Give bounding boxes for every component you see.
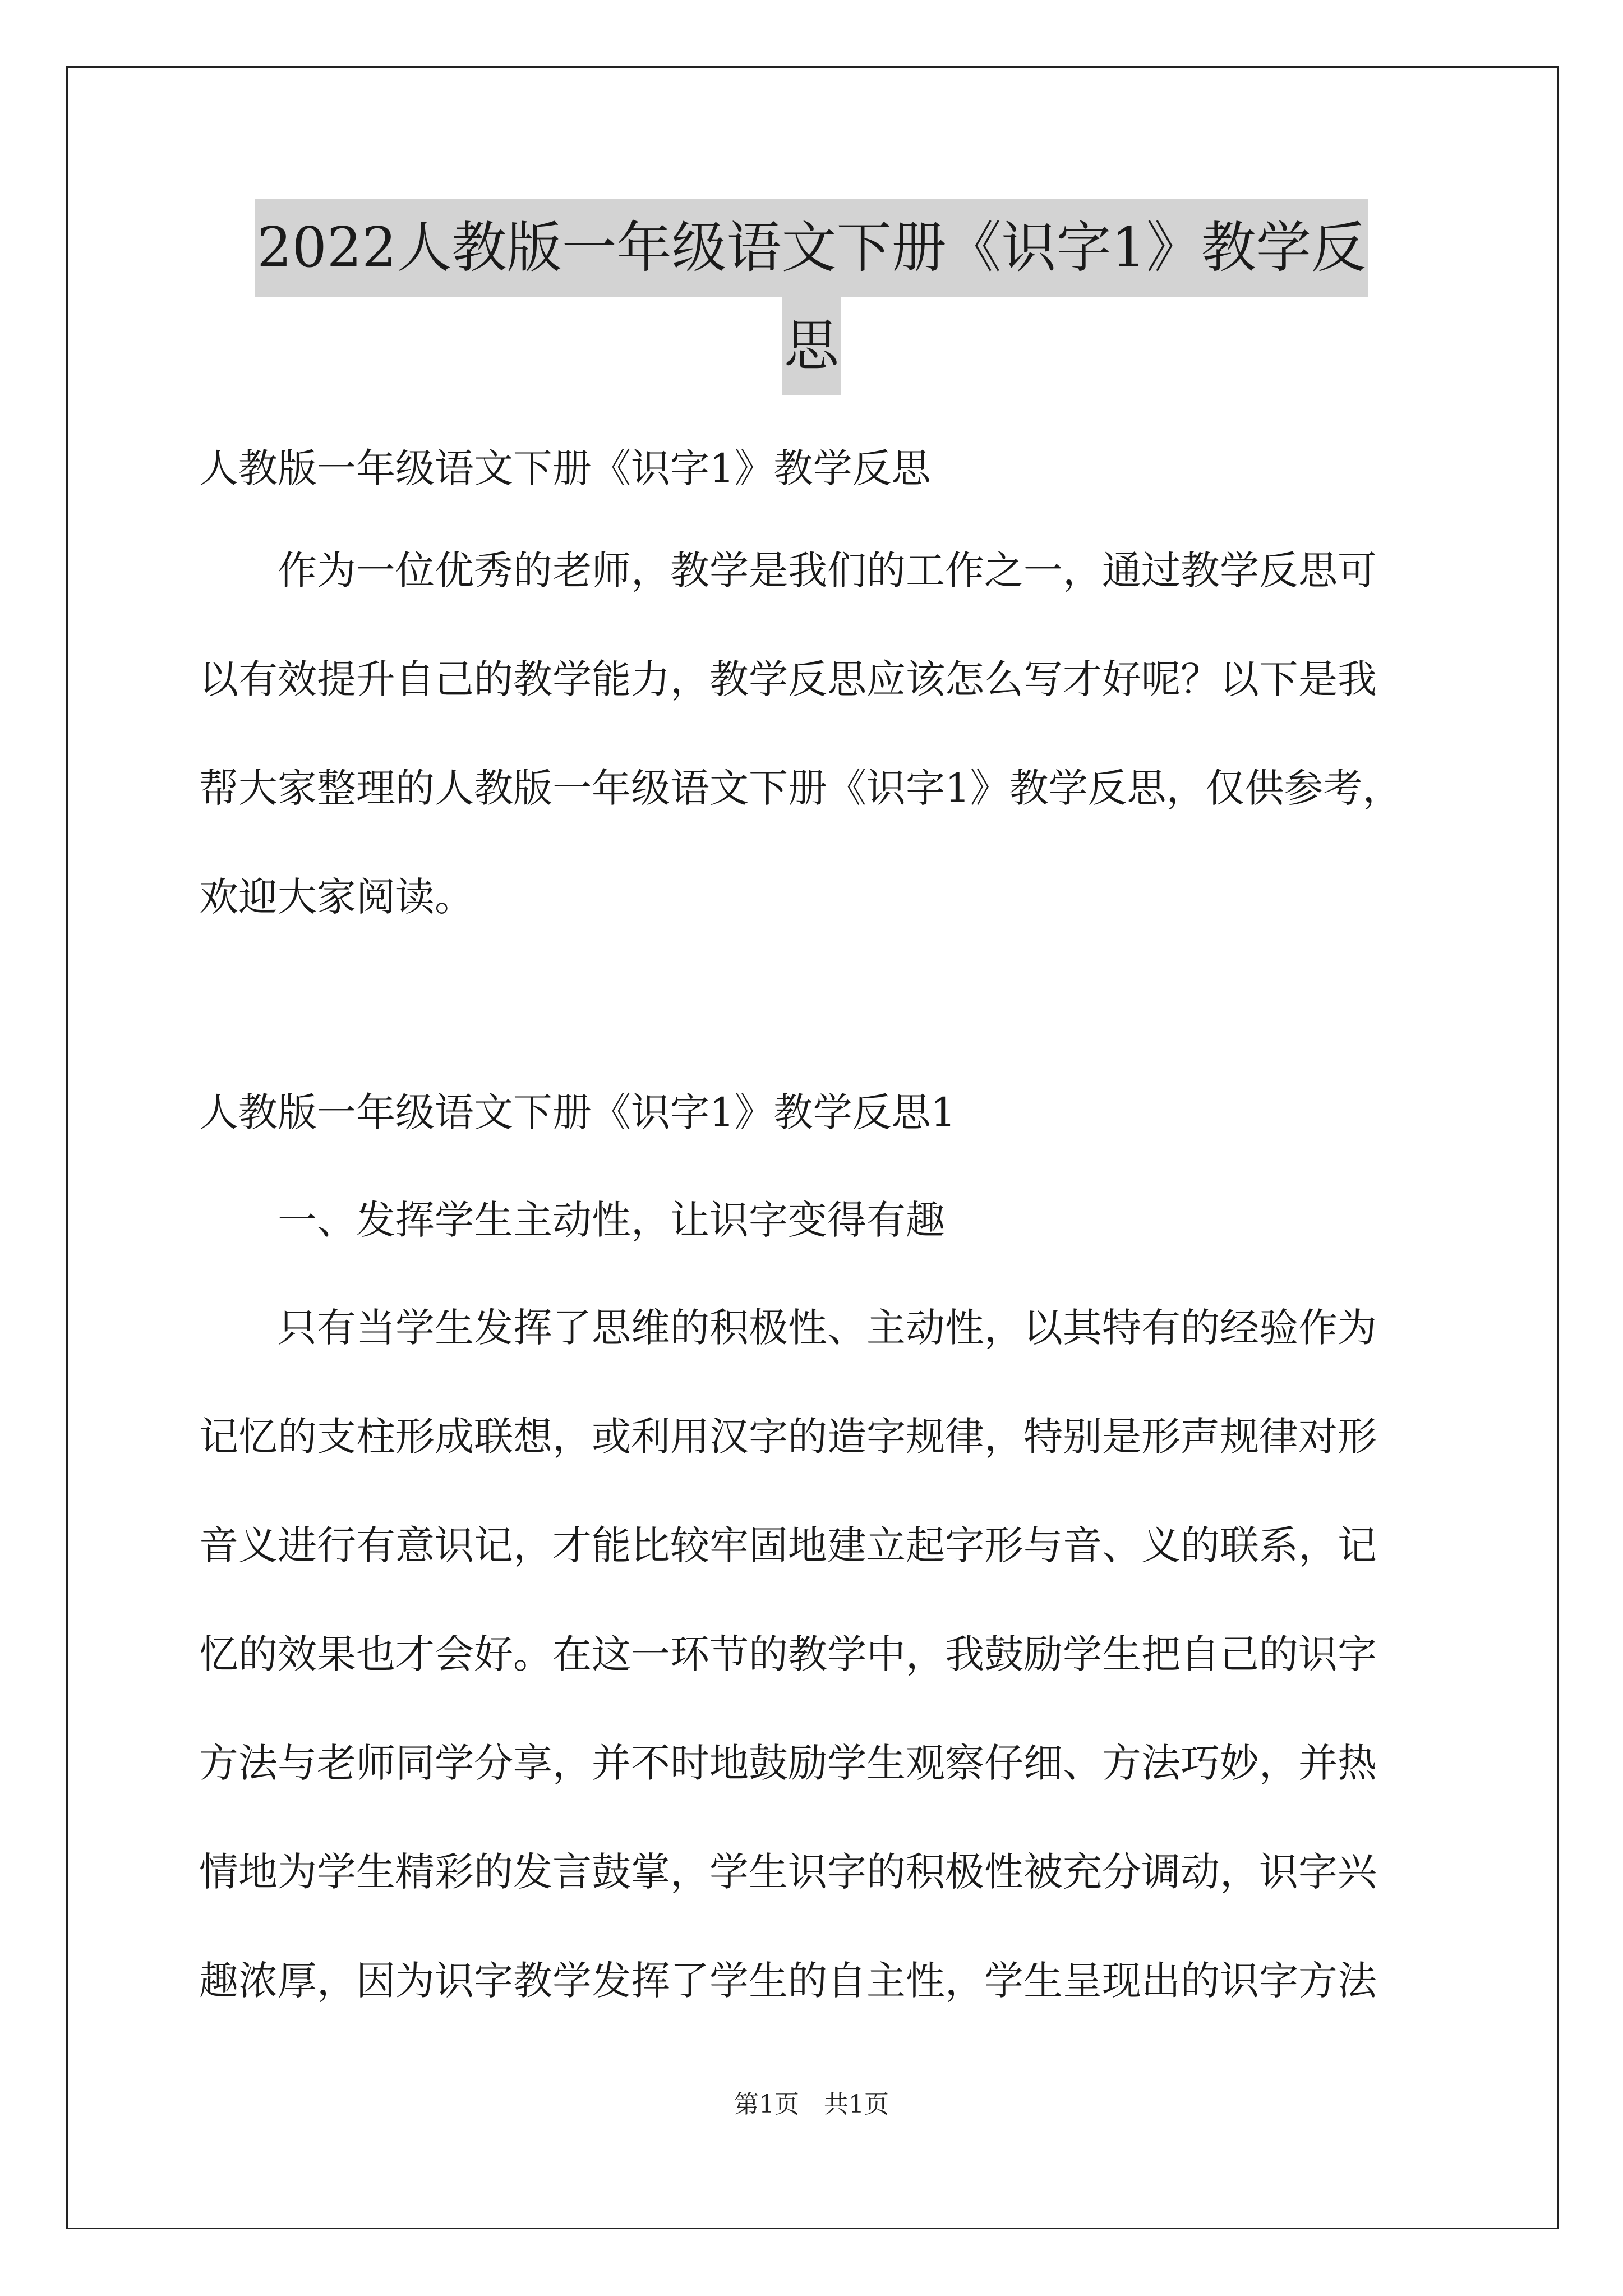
- body-line-2: 记忆的支柱形成联想，或利用汉字的造字规律，特别是形声规律对形: [199, 1414, 1377, 1460]
- section-heading: 人教版一年级语文下册《识字1》教学反思1: [199, 1089, 956, 1135]
- document-title: [168, 199, 1455, 395]
- intro-line-1: 作为一位优秀的老师，教学是我们的工作之一，通过教学反思可: [278, 547, 1377, 593]
- document-heading: 人教版一年级语文下册《识字1》教学反思: [199, 445, 931, 491]
- intro-line-2: 以有效提升自己的教学能力，教学反思应该怎么写才好呢？以下是我: [199, 656, 1377, 702]
- intro-line-3: 帮大家整理的人教版一年级语文下册《识字1》教学反思，仅供参考，: [199, 765, 1402, 811]
- body-line-1: 只有当学生发挥了思维的积极性、主动性，以其特有的经验作为: [278, 1305, 1377, 1351]
- body-line-3: 音义进行有意识记，才能比较牢固地建立起字形与音、义的联系，记: [199, 1522, 1377, 1568]
- body-line-5: 方法与老师同学分享，并不时地鼓励学生观察仔细、方法巧妙，并热: [199, 1740, 1377, 1786]
- intro-line-4: 欢迎大家阅读。: [199, 874, 474, 920]
- page-footer: 第1页 共1页: [734, 2090, 889, 2119]
- subheading: 一、发挥学生主动性，让识字变得有趣: [278, 1197, 945, 1243]
- body-line-6: 情地为学生精彩的发言鼓掌，学生识字的积极性被充分调动，识字兴: [199, 1849, 1377, 1895]
- title-line-2: 思: [782, 297, 841, 395]
- title-line-1: 2022人教版一年级语文下册《识字1》教学反: [255, 199, 1368, 297]
- body-line-7: 趣浓厚，因为识字教学发挥了学生的自主性，学生呈现出的识字方法: [199, 1958, 1377, 2004]
- body-line-4: 忆的效果也才会好。在这一环节的教学中，我鼓励学生把自己的识字: [199, 1631, 1377, 1677]
